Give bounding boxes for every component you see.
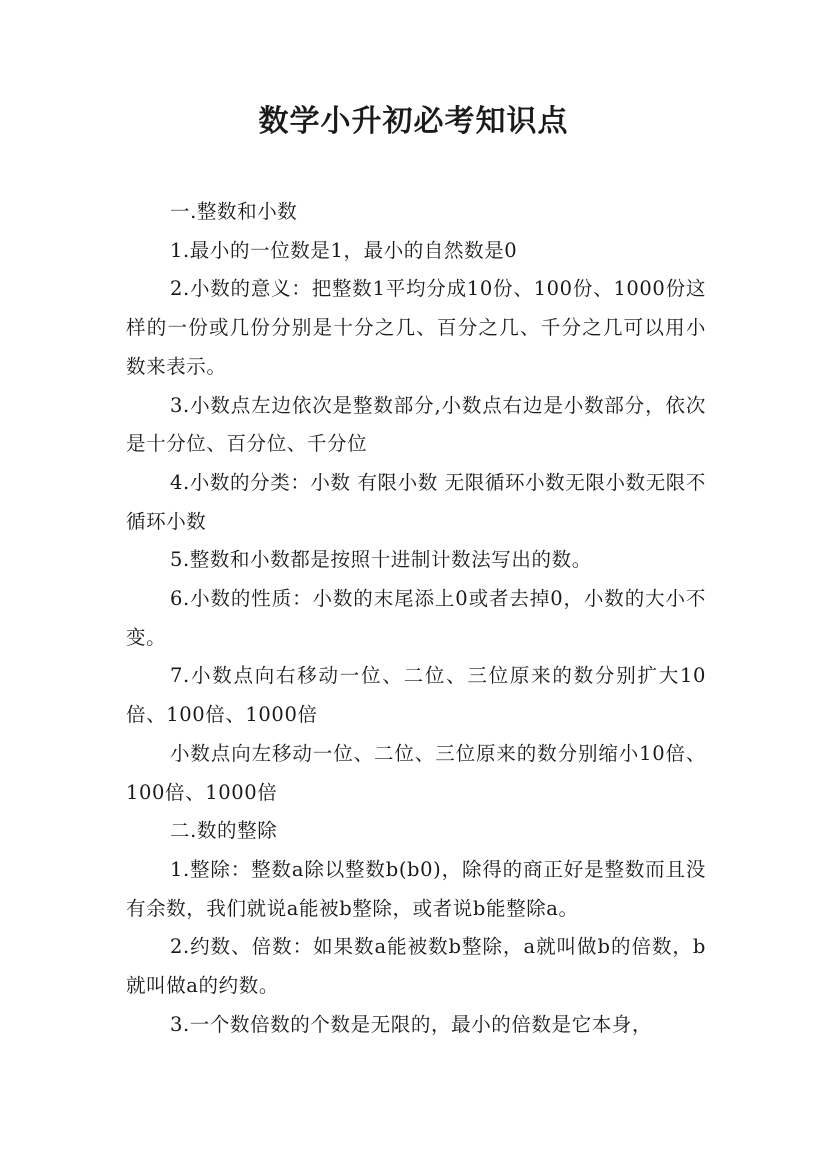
paragraph-item-6: 6.小数的性质：小数的末尾添上0或者去掉0，小数的大小不变。	[126, 587, 706, 649]
paragraph-item-7-continued: 小数点向左移动一位、二位、三位原来的数分别缩小10倍、100倍、1000倍	[126, 741, 706, 804]
paragraph-item-2: 2.小数的意义：把整数1平均分成10份、100份、1000份这样的一份或几份分别是十分之几、百分之几、千分之几可以用小数来表示。	[126, 277, 706, 378]
document-title: 数学小升初必考知识点	[258, 104, 569, 139]
paragraph-item-3: 3.小数点左边依次是整数部分,小数点右边是小数部分，依次是十分位、百分位、千分位	[126, 393, 706, 456]
paragraph-divisibility-1: 1.整除：整数a除以整数b(b0)，除得的商正好是整数而且没有余数，我们就说a能被b整除，或者说b能整除a。	[126, 857, 706, 920]
paragraph-item-5: 5.整数和小数都是按照十进制计数法写出的数。	[170, 548, 592, 572]
paragraph-item-7: 7.小数点向右移动一位、二位、三位原来的数分别扩大10倍、100倍、1000倍	[126, 664, 706, 727]
document-body	[126, 193, 706, 1044]
paragraph-divisibility-2: 2.约数、倍数：如果数a能被数b整除，a就叫做b的倍数，b就叫做a的约数。	[126, 935, 706, 998]
paragraph-item-1: 1.最小的一位数是1，最小的自然数是0	[170, 238, 518, 262]
section-heading-integers-decimals: 一.整数和小数	[170, 200, 298, 223]
paragraph-item-4: 4.小数的分类：小数 有限小数 无限循环小数无限小数无限不循环小数	[126, 470, 706, 533]
paragraph-divisibility-3: 3.一个数倍数的个数是无限的，最小的倍数是它本身，	[170, 1012, 653, 1036]
section-heading-divisibility: 二.数的整除	[170, 819, 278, 843]
